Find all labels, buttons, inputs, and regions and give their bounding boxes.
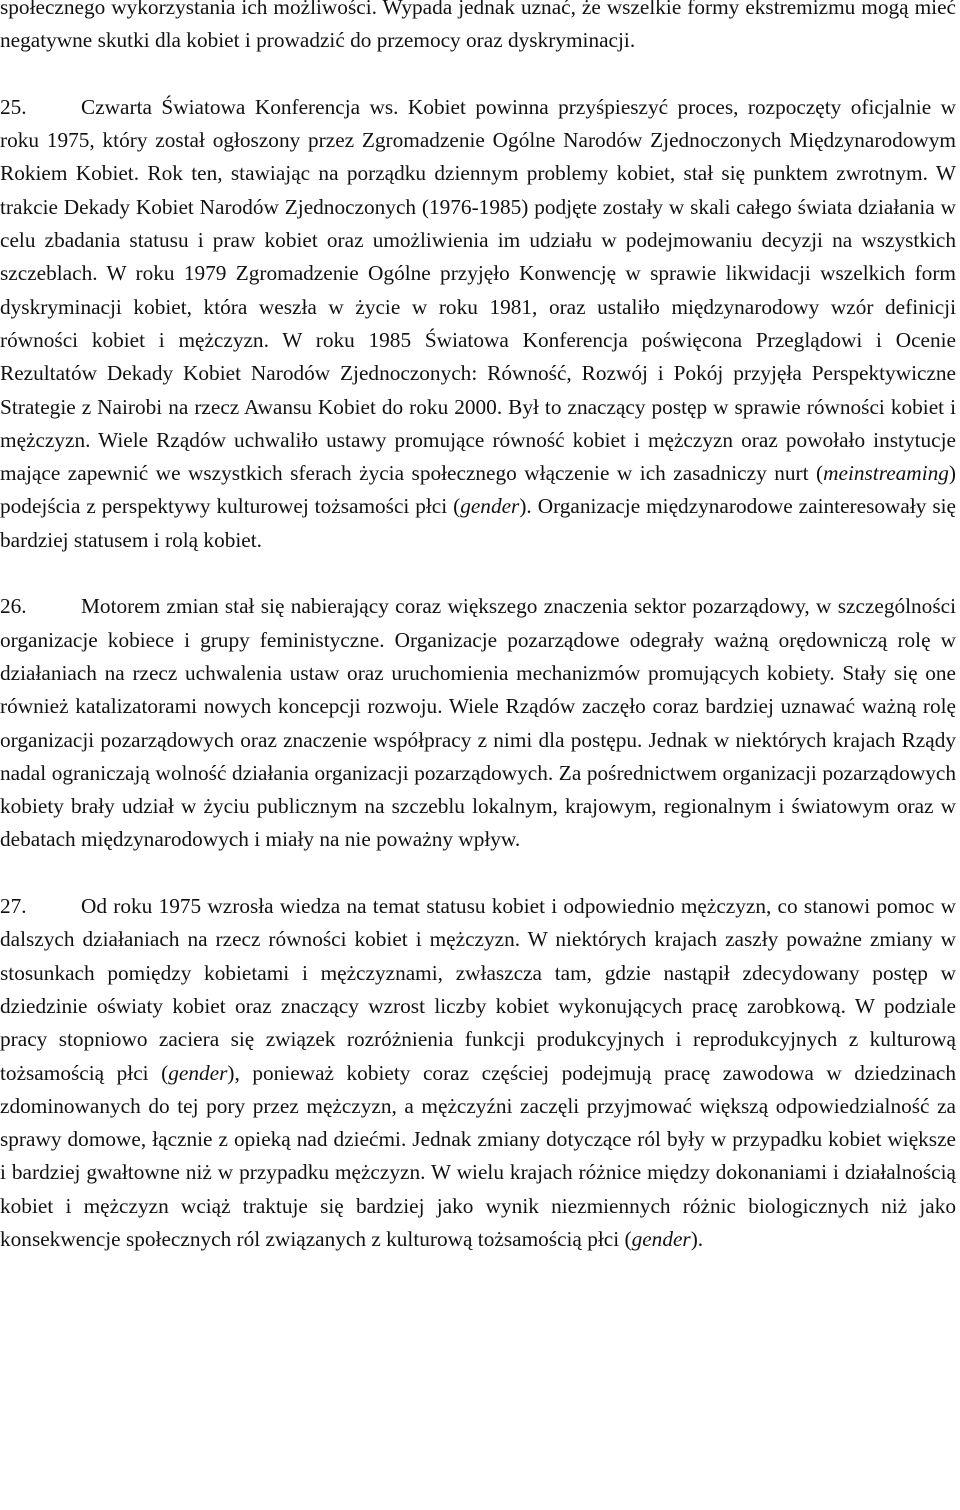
paragraph-spacer — [0, 557, 956, 590]
italic-term: gender — [631, 1226, 691, 1251]
paragraph-25 — [0, 91, 956, 557]
paragraph-number: 27. — [0, 894, 27, 919]
paragraph-text: Motorem zmian stał się nabierający coraz większego znaczenia sektor pozarządowy, w szczególności organizacje kobiece i grupy feministyczne. Organizacje pozarządowe odegrały ważną orędowniczą rolę w działaniach na rzecz uchwalenia ustaw oraz uruchomienia mechanizmów promujących kobiety. Stały się one również katalizatorami nowych koncepcji rozwoju. Wiele Rządów zaczęło coraz bardziej uznawać ważną rolę organizacji pozarządowych oraz znaczenie współpracy z nimi dla postępu. Jednak w niektórych krajach Rządy nadal ograniczają wolność działania organizacji pozarządowych. Za pośrednictwem organizacji pozarządowych kobiety brały udział w życiu publicznym na szczeblu lokalnym, krajowym, regionalnym i światowym oraz w debatach międzynarodowych i miały na nie poważny wpływ. — [0, 594, 956, 852]
paragraph-24-continuation: społecznego wykorzystania ich możliwości. Wypada jednak uznać, że wszelkie formy ekstremizmu mogą mieć negatywne skutki dla kobiet i prowadzić do przemocy oraz dyskryminacji. — [0, 0, 956, 53]
paragraph-text: ) podejścia z perspektywy kulturowej tożsamości płci ( — [0, 461, 956, 519]
paragraph-26 — [0, 590, 956, 856]
paragraph-text: Czwarta Światowa Konferencja ws. Kobiet powinna przyśpieszyć proces, rozpoczęty oficjalnie w roku 1975, który został ogłoszony przez Zgromadzenie Ogólne Narodów Zjednoczonych Międzynarodowym Rokiem Kobiet. Rok ten, stawiając na porządku dziennym problemy kobiet, stał się punktem zwrotnym. W trakcie Dekady Kobiet Narodów Zjednoczonych (1976-1985) podjęte zostały w skali całego świata działania w celu zbadania statusu i praw kobiet oraz umożliwienia im udziału w podejmowaniu decyzji na wszystkich szczeblach. W roku 1979 Zgromadzenie Ogólne przyjęło Konwencję w sprawie likwidacji wszelkich form dyskryminacji kobiet, która weszła w życie w roku 1981, oraz ustaliło międzynarodowy wzór definicji równości kobiet i mężczyzn. W roku 1985 Światowa Konferencja poświęcona Przeglądowi i Ocenie Rezultatów Dekady Kobiet Narodów Zjednoczonych: Równość, Rozwój i Pokój przyjęła Perspektywiczne Strategie z Nairobi na rzecz Awansu Kobiet do roku 2000. Był to znaczący postęp w sprawie równości kobiet i mężczyzn. Wiele Rządów uchwaliło ustawy promujące równość kobiet i mężczyzn oraz powołało instytucje mające zapewnić we wszystkich sferach życia społecznego włączenie w ich zasadniczy nurt ( — [0, 94, 956, 486]
paragraph-text: ), ponieważ kobiety coraz częściej podejmują pracę zawodowa w dziedzinach zdominowanych do tej pory przez mężczyzn, a mężczyźni zaczęli przyjmować większą odpowiedzialność za sprawy domowe, łącznie z opieką nad dziećmi. Jednak zmiany dotyczące ról były w przypadku kobiet większe i bardziej gwałtowne niż w przypadku mężczyzn. W wielu krajach różnice między dokonaniami i działalnością kobiet i mężczyzn wciąż traktuje się bardziej jako wynik niezmiennych różnic biologicznych niż jako konsekwencje społecznych ról związanych z kulturową tożsamością płci ( — [0, 1060, 956, 1251]
italic-term: meinstreaming — [823, 461, 949, 486]
paragraph-spacer — [0, 58, 956, 91]
paragraph-text: Od roku 1975 wzrosła wiedza na temat statusu kobiet i odpowiednio mężczyzn, co stanowi pomoc w dalszych działaniach na rzecz równości kobiet i mężczyzn. W niektórych krajach zaszły poważne zmiany w stosunkach pomiędzy kobietami i mężczyznami, zwłaszcza tam, gdzie nastąpił zdecydowany postęp w dziedzinie oświaty kobiet oraz znaczący wzrost liczby kobiet wykonujących pracę zarobkową. W podziale pracy stopniowo zaciera się związek rozróżnienia funkcji produkcyjnych i reprodukcyjnych z kulturową tożsamością płci ( — [0, 894, 956, 1085]
paragraph-text: ). — [690, 1226, 704, 1251]
paragraph-spacer — [0, 857, 956, 890]
italic-term: gender — [168, 1060, 228, 1085]
paragraph-27 — [0, 890, 956, 1256]
paragraph-number: 25. — [0, 94, 27, 119]
paragraph-text: ). Organizacje międzynarodowe zainteresowały się bardziej statusem i rolą kobiet. — [0, 494, 956, 552]
italic-term: gender — [460, 494, 520, 519]
paragraph-number: 26. — [0, 594, 27, 619]
